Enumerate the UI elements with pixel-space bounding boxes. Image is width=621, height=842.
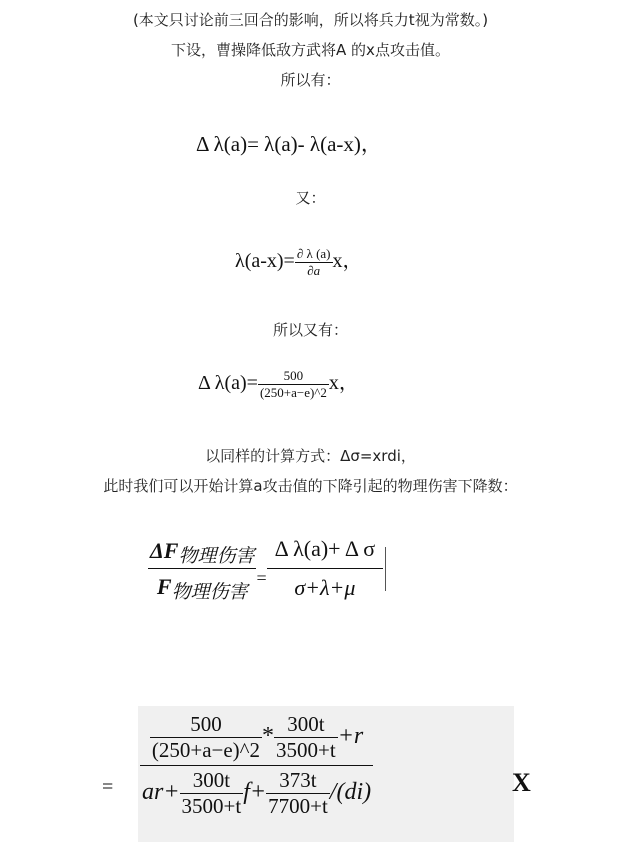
- eq5-n2-fraction: [274, 712, 338, 763]
- eq5-d2-num: 373t: [279, 768, 317, 792]
- eq5-equals: =: [102, 776, 114, 798]
- eq3-lhs: Δ λ(a)=: [198, 372, 258, 394]
- eq3-fraction: [258, 368, 329, 401]
- eq5-times: *: [262, 723, 275, 750]
- eq4-lhs-denominator: [148, 568, 256, 603]
- equation-4: [148, 536, 386, 601]
- equation-3: [198, 366, 359, 401]
- eq4-rhs-denominator: σ+λ+μ: [267, 568, 384, 601]
- eq4-num-subscript: 物理伤害: [178, 546, 255, 567]
- eq5-plus-r: +r: [337, 723, 364, 750]
- equation-2: [235, 244, 363, 279]
- assumption-line: 下设，曹操降低敌方武将A 的x点攻击值。: [171, 41, 450, 59]
- eq5-di: /(di): [329, 779, 372, 806]
- eq5-main-fraction: [140, 712, 373, 819]
- eq5-x: X: [512, 768, 531, 797]
- eq3-denominator: (250+a−e)^2: [259, 384, 327, 400]
- again-line: 又：: [295, 189, 326, 207]
- eq4-equals: =: [256, 568, 267, 588]
- eq5-f: f+: [243, 779, 267, 806]
- note-line: (本文只讨论前三回合的影响，所以将兵力t视为常数。): [132, 11, 489, 29]
- eq5-n2-num: 300t: [287, 712, 325, 736]
- eq5-n1-fraction: [150, 712, 262, 763]
- eq5-n1-den: (250+a−e)^2: [151, 738, 261, 762]
- eq4-delta-f: ΔF: [150, 538, 179, 563]
- eq4-lhs-fraction: [148, 537, 256, 603]
- eq2-denominator: ∂a: [295, 262, 333, 279]
- eq4-rhs-fraction: [267, 536, 384, 601]
- same-way-line: 以同样的计算方式：Δσ=xrdi，: [205, 447, 416, 465]
- eq5-d1-fraction: [180, 768, 244, 819]
- so-again-line: 所以又有：: [272, 321, 348, 339]
- eq4-den-subscript: 物理伤害: [171, 582, 248, 603]
- eq2-fraction: [295, 246, 333, 279]
- eq5-denominator: [140, 765, 373, 819]
- eq5-n1-num: 500: [190, 712, 222, 736]
- text-cursor: [385, 547, 386, 591]
- eq4-lhs-numerator: [148, 537, 256, 568]
- equation-5: [140, 712, 373, 819]
- eq5-n2-den: 3500+t: [276, 738, 336, 762]
- eq3-numerator: 500: [283, 367, 304, 383]
- now-line: 此时我们可以开始计算a攻击值的下降引起的物理伤害下降数：: [103, 477, 518, 495]
- eq2-rhs: x，: [332, 250, 363, 272]
- eq5-numerator: [140, 712, 373, 765]
- so-have-line: 所以有：: [280, 71, 341, 89]
- eq5-ar: ar+: [142, 779, 180, 806]
- eq2-numerator: ∂ λ (a): [296, 245, 331, 261]
- eq5-d2-fraction: [266, 768, 330, 819]
- eq5-d1-den: 3500+t: [181, 794, 242, 818]
- eq5-d2-den: 7700+t: [268, 794, 328, 818]
- eq5-d1-num: 300t: [192, 768, 231, 792]
- eq2-lhs: λ(a-x)=: [235, 250, 295, 272]
- eq4-f: F: [156, 574, 172, 599]
- eq4-rhs-numerator: Δ λ(a)+ Δ σ: [274, 536, 376, 561]
- equation-1: Δ λ(a)= λ(a)- λ(a-x)，: [196, 132, 382, 156]
- eq3-rhs: x，: [328, 372, 359, 394]
